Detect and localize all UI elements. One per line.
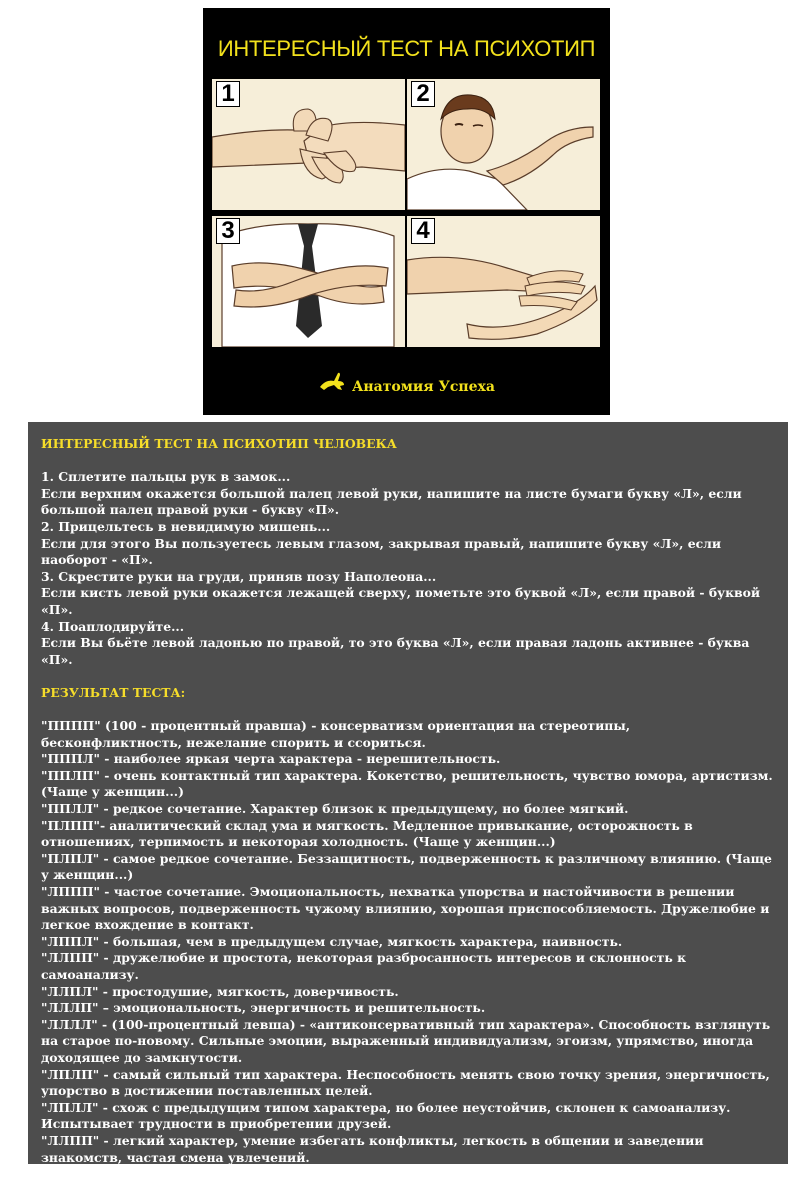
result-item: "ПЛПЛ" - самое редкое сочетание. Беззащитность, подверженность к различному влиянию. (Чаще у женщин...) — [41, 850, 772, 883]
aiming-man-illustration — [407, 79, 600, 210]
result-item: "ПЛПП"- аналитический склад ума и мягкость. Медленное привыкание, осторожность в отношениях, терпимость и некоторая холодность. (Чаще у женщин...) — [41, 817, 693, 850]
instruction-detail: Если Вы бьёте левой ладонью по правой, то это буква «Л», если правая ладонь активнее - буква «П». — [41, 635, 750, 667]
result-item: "ЛЛЛП" – эмоциональность, энергичность и решительность. — [41, 1000, 486, 1016]
result-item: "ПЛЛЛ" - непостоянство и независимость, желание все сделать самому. — [41, 1166, 572, 1182]
result-item: "ППЛЛ" - редкое сочетание. Характер близок к предыдущему, но более мягкий. — [41, 801, 629, 817]
panel-number: 3 — [216, 218, 240, 244]
panel-clasped-fingers — [212, 79, 405, 210]
results-title: РЕЗУЛЬТАТ ТЕСТА: — [41, 684, 186, 700]
instruction-detail: Если для этого Вы пользуетесь левым глазом, закрывая правый, напишите букву «Л», если наоборот - «П». — [41, 535, 722, 568]
poster-image — [203, 8, 610, 415]
panel-crossed-arms — [212, 216, 405, 347]
brand-label — [203, 371, 610, 395]
poster-title: ИНТЕРЕСНЫЙ ТЕСТ НА ПСИХОТИП — [217, 36, 596, 61]
panel-aiming — [407, 79, 600, 210]
instruction-step: 2. Прицельтесь в невидимую мишень... — [41, 518, 331, 534]
brand-name: Анатомия Успеха — [352, 379, 495, 395]
panel-number: 1 — [216, 81, 240, 107]
instruction-step: 1. Сплетите пальцы рук в замок... — [41, 469, 291, 485]
hare-logo-icon — [318, 371, 346, 395]
result-item: "ЛППЛ" - большая, чем в предыдущем случае, мягкость характера, наивность. — [41, 933, 623, 949]
result-item: "ЛЛПП" - дружелюбие и простота, некоторая разбросанность интересов и склонность к самоанализу. — [41, 950, 687, 982]
result-item: "ЛПЛП" - самый сильный тип характера. Неспособность менять свою точку зрения, энергичность, упорство в достижении поставленных целей. — [41, 1066, 770, 1099]
article-text-block — [28, 422, 788, 1182]
instruction-detail: Если верхним окажется большой палец левой руки, напишите на листе бумаги букву «Л», если большой палец правой руки - букву «П». — [41, 485, 742, 518]
crossed-arms-illustration — [212, 216, 405, 347]
result-item: "ППЛП" - очень контактный тип характера. Кокетство, решительность, чувство юмора, артистизм. (Чаще у женщин...) — [41, 767, 773, 800]
panel-number: 2 — [411, 81, 435, 107]
instruction-step: 3. Скрестите руки на груди, приняв позу Наполеона... — [41, 568, 437, 584]
panel-clapping — [407, 216, 600, 347]
article-title: ИНТЕРЕСНЫЙ ТЕСТ НА ПСИХОТИП ЧЕЛОВЕКА — [41, 436, 397, 451]
instruction-step: 4. Поаплодируйте... — [41, 618, 185, 634]
result-item: "ЛЛПП" - легкий характер, умение избегать конфликты, легкость в общении и заведении знакомств, частая смена увлечений. — [41, 1132, 704, 1165]
clapping-hands-illustration — [407, 216, 600, 347]
clasped-hands-illustration — [212, 79, 405, 210]
result-item: "ЛПЛЛ" - схож с предыдущим типом характера, но более неустойчив, склонен к самоанализу. Испытывает трудности в приобретении друзей. — [41, 1099, 731, 1132]
result-item: "ПППЛ" - наиболее яркая черта характера - нерешительность. — [41, 751, 501, 767]
panel-number: 4 — [411, 218, 435, 244]
result-item: "ЛППП" - частое сочетание. Эмоциональность, нехватка упорства и настойчивости в решении важных вопросов, подверженность чужому влиянию, хорошая приспособляемость. Дружелюбие и легкое вхождение в контакт. — [41, 884, 770, 933]
instruction-detail: Если кисть левой руки окажется лежащей сверху, пометьте это буквой «Л», если правой - буквой «П». — [41, 585, 761, 617]
result-item: "ЛЛЛЛ" - (100-процентный левша) - «антиконсервативный тип характера». Способность взглянуть на старое по-новому. Сильные эмоции, выраженный индивидуализм, эгоизм, упрямство, иногда доходящее до замкнутости. — [41, 1016, 771, 1065]
result-item: "ПППП" (100 - процентный правша) - консерватизм ориентация на стереотипы, бесконфликтность, нежелание спорить и ссориться. — [41, 718, 631, 750]
result-item: "ЛЛПЛ" - простодушие, мягкость, доверчивость. — [41, 983, 399, 999]
